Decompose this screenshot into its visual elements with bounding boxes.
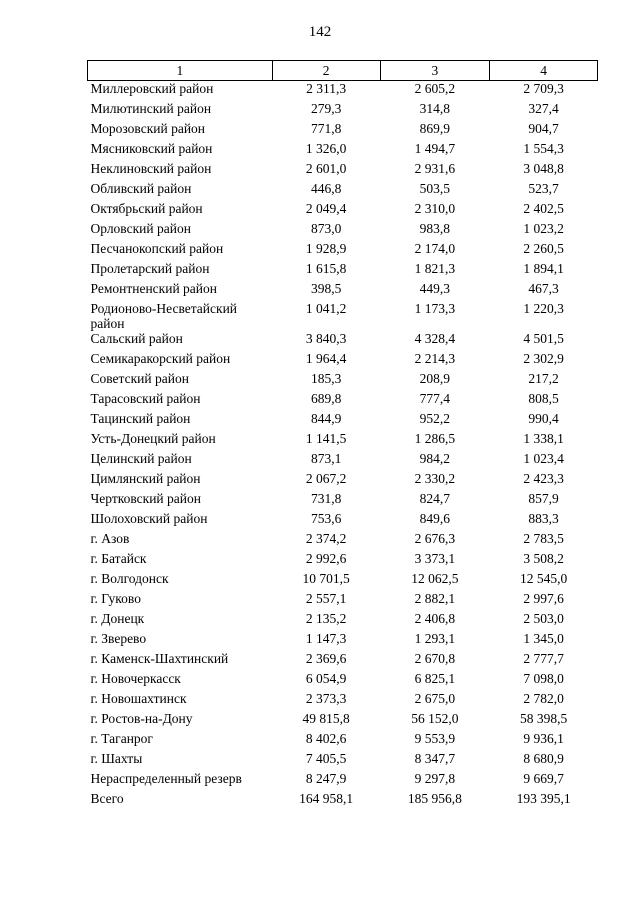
territory-name-cell: г. Батайск xyxy=(90,551,147,566)
value-cell-col2: 1 041,2 xyxy=(305,301,347,316)
table-header xyxy=(88,61,598,81)
value-cell-col2: 689,8 xyxy=(310,391,342,406)
value-cell-col3: 2 310,0 xyxy=(414,201,456,216)
value-cell-col4: 1 220,3 xyxy=(523,301,564,316)
value-cell-col3: 2 882,1 xyxy=(414,591,456,606)
value-cell-col2: 164 958,1 xyxy=(299,791,354,806)
value-cell-col2: 1 147,3 xyxy=(305,631,347,646)
table-row xyxy=(88,221,598,241)
table-row xyxy=(88,391,598,411)
value-cell-col2: 753,6 xyxy=(310,511,342,526)
value-cell-col4: 3 508,2 xyxy=(523,551,564,566)
value-cell-col2: 2 601,0 xyxy=(305,161,347,176)
territory-name-cell: Песчанокопский район xyxy=(90,241,224,256)
territory-name-cell: Мясниковский район xyxy=(90,141,213,156)
territory-name-cell: г. Новочеркасск xyxy=(90,671,181,686)
table-row xyxy=(88,281,598,301)
value-cell-col2: 771,8 xyxy=(310,121,342,136)
territory-name-cell: Тарасовский район xyxy=(90,391,201,406)
value-cell-col3: 1 494,7 xyxy=(414,141,456,156)
value-cell-col2: 3 840,3 xyxy=(305,331,347,346)
value-cell-col4: 904,7 xyxy=(528,121,559,136)
table-row xyxy=(88,771,598,791)
value-cell-col4: 4 501,5 xyxy=(523,331,564,346)
value-cell-col4: 2 777,7 xyxy=(523,651,564,666)
territory-name-cell: г. Донецк xyxy=(90,611,145,626)
territory-name-cell: Октябрьский район xyxy=(90,201,203,216)
value-cell-col4: 1 554,3 xyxy=(523,141,564,156)
territory-name-cell: Милютинский район xyxy=(90,101,212,116)
table-row xyxy=(88,261,598,281)
value-cell-col3: 984,2 xyxy=(419,451,451,466)
value-cell-col2: 1 326,0 xyxy=(305,141,347,156)
table-row xyxy=(88,351,598,371)
value-cell-col4: 217,2 xyxy=(528,371,559,386)
value-cell-col3: 952,2 xyxy=(419,411,451,426)
table-row xyxy=(88,431,598,451)
table-row xyxy=(88,751,598,771)
value-cell-col3: 2 675,0 xyxy=(414,691,456,706)
value-cell-col3: 1 821,3 xyxy=(414,261,456,276)
value-cell-col3: 2 676,3 xyxy=(414,531,456,546)
table-body xyxy=(88,81,598,812)
territory-name-cell: Усть-Донецкий район xyxy=(90,431,216,446)
value-cell-col2: 10 701,5 xyxy=(302,571,350,586)
value-cell-col2: 2 373,3 xyxy=(305,691,347,706)
value-cell-col3: 1 293,1 xyxy=(414,631,456,646)
value-cell-col2: 279,3 xyxy=(310,101,342,116)
territory-name-cell: Родионово-Несветайский район xyxy=(90,301,238,331)
value-cell-col2: 1 141,5 xyxy=(305,431,347,446)
value-cell-col2: 844,9 xyxy=(310,411,342,426)
territory-name-cell: г. Таганрог xyxy=(90,731,153,746)
value-cell-col3: 824,7 xyxy=(419,491,451,506)
table-row xyxy=(88,121,598,141)
table-row xyxy=(88,611,598,631)
value-cell-col3: 9 297,8 xyxy=(414,771,456,786)
value-cell-col3: 2 605,2 xyxy=(414,81,456,96)
territory-name-cell: г. Шахты xyxy=(90,751,143,766)
value-cell-col4: 2 423,3 xyxy=(523,471,564,486)
value-cell-col2: 2 557,1 xyxy=(305,591,347,606)
value-cell-col2: 2 311,3 xyxy=(306,81,347,96)
value-cell-col2: 8 247,9 xyxy=(305,771,347,786)
territory-name-cell: г. Ростов-на-Дону xyxy=(90,711,193,726)
table-row xyxy=(88,571,598,591)
table-row xyxy=(88,731,598,751)
value-cell-col2: 7 405,5 xyxy=(305,751,347,766)
table-row xyxy=(88,631,598,651)
value-cell-col3: 2 330,2 xyxy=(414,471,456,486)
territory-name-cell: Целинский район xyxy=(90,451,192,466)
value-cell-col2: 873,1 xyxy=(310,451,342,466)
table-row xyxy=(88,671,598,691)
value-cell-col3: 869,9 xyxy=(419,121,451,136)
value-cell-col3: 4 328,4 xyxy=(414,331,456,346)
value-cell-col3: 2 931,6 xyxy=(414,161,456,176)
value-cell-col2: 1 964,4 xyxy=(305,351,347,366)
value-cell-col3: 2 174,0 xyxy=(414,241,456,256)
table-row xyxy=(88,651,598,671)
header-row xyxy=(88,61,598,81)
territory-name-cell: г. Зверево xyxy=(90,631,147,646)
value-cell-col4: 883,3 xyxy=(528,511,559,526)
value-cell-col4: 990,4 xyxy=(528,411,559,426)
value-cell-col4: 8 680,9 xyxy=(523,751,564,766)
value-cell-col3: 12 062,5 xyxy=(411,571,459,586)
value-cell-col4: 1 023,4 xyxy=(523,451,564,466)
table-row xyxy=(88,451,598,471)
value-cell-col2: 446,8 xyxy=(310,181,342,196)
value-cell-col3: 1 286,5 xyxy=(414,431,456,446)
value-cell-col4: 2 503,0 xyxy=(523,611,564,626)
table-row xyxy=(88,791,598,811)
territory-name-cell: Ремонтненский район xyxy=(90,281,217,296)
value-cell-col4: 2 402,5 xyxy=(523,201,564,216)
table-row xyxy=(88,141,598,161)
value-cell-col4: 3 048,8 xyxy=(523,161,564,176)
table-row xyxy=(88,331,598,351)
territory-name-cell: Семикаракорский район xyxy=(90,351,231,366)
table-row xyxy=(88,241,598,261)
territory-name-cell: г. Гуково xyxy=(90,591,141,606)
table-row xyxy=(88,551,598,571)
value-cell-col4: 1 338,1 xyxy=(523,431,564,446)
value-cell-col4: 9 669,7 xyxy=(523,771,564,786)
value-cell-col2: 398,5 xyxy=(310,281,342,296)
value-cell-col4: 1 023,2 xyxy=(523,221,564,236)
table-row xyxy=(88,81,598,102)
value-cell-col3: 8 347,7 xyxy=(414,751,456,766)
table-row xyxy=(88,511,598,531)
value-cell-col4: 2 782,0 xyxy=(523,691,564,706)
value-cell-col4: 523,7 xyxy=(528,181,559,196)
value-cell-col4: 467,3 xyxy=(528,281,559,296)
value-cell-col4: 2 997,6 xyxy=(523,591,564,606)
table-row xyxy=(88,711,598,731)
territory-name-cell: Тацинский район xyxy=(90,411,191,426)
territory-name-cell: г. Волгодонск xyxy=(90,571,169,586)
value-cell-col3: 449,3 xyxy=(419,281,451,296)
territory-name-cell: Чертковский район xyxy=(90,491,201,506)
value-cell-col3: 6 825,1 xyxy=(414,671,456,686)
territory-name-cell: Цимлянский район xyxy=(90,471,201,486)
value-cell-col2: 49 815,8 xyxy=(302,711,350,726)
value-cell-col2: 1 928,9 xyxy=(305,241,347,256)
value-cell-col2: 2 369,6 xyxy=(305,651,347,666)
value-cell-col2: 2 049,4 xyxy=(305,201,347,216)
territory-name-cell: Сальский район xyxy=(90,331,183,346)
territory-name-cell: г. Новошахтинск xyxy=(90,691,187,706)
territory-name-cell: Всего xyxy=(90,791,124,806)
column-header-1: 1 xyxy=(88,61,273,81)
table-row xyxy=(88,201,598,221)
page-number: 142 xyxy=(308,24,332,40)
territory-name-cell: г. Азов xyxy=(90,531,130,546)
value-cell-col3: 503,5 xyxy=(419,181,451,196)
value-cell-col2: 2 135,2 xyxy=(305,611,347,626)
value-cell-col4: 2 783,5 xyxy=(523,531,564,546)
value-cell-col4: 1 345,0 xyxy=(523,631,564,646)
value-cell-col4: 58 398,5 xyxy=(519,711,568,726)
value-cell-col3: 9 553,9 xyxy=(414,731,456,746)
value-cell-col4: 857,9 xyxy=(528,491,559,506)
value-cell-col2: 8 402,6 xyxy=(305,731,347,746)
value-cell-col3: 849,6 xyxy=(419,511,451,526)
value-cell-col3: 56 152,0 xyxy=(411,711,459,726)
value-cell-col3: 314,8 xyxy=(419,101,451,116)
column-header-4: 4 xyxy=(490,61,598,81)
value-cell-col4: 193 395,1 xyxy=(516,791,571,806)
value-cell-col3: 983,8 xyxy=(419,221,451,236)
value-cell-col2: 731,8 xyxy=(310,491,342,506)
table-row xyxy=(88,301,598,331)
territory-name-cell: Морозовский район xyxy=(90,121,206,136)
value-cell-col2: 2 067,2 xyxy=(305,471,347,486)
value-cell-col4: 2 302,9 xyxy=(523,351,564,366)
value-cell-col2: 185,3 xyxy=(310,371,342,386)
value-cell-col2: 2 992,6 xyxy=(305,551,347,566)
table-row xyxy=(88,471,598,491)
budget-table xyxy=(87,60,598,811)
territory-name-cell: Неклиновский район xyxy=(90,161,212,176)
value-cell-col3: 2 670,8 xyxy=(414,651,456,666)
territory-name-cell: Пролетарский район xyxy=(90,261,210,276)
table-row xyxy=(88,411,598,431)
value-cell-col4: 12 545,0 xyxy=(519,571,568,586)
column-header-3: 3 xyxy=(380,61,490,81)
value-cell-col2: 2 374,2 xyxy=(305,531,347,546)
table-row xyxy=(88,691,598,711)
value-cell-col3: 208,9 xyxy=(419,371,451,386)
table-row xyxy=(88,161,598,181)
table-row xyxy=(88,491,598,511)
value-cell-col3: 185 956,8 xyxy=(407,791,462,806)
table-row xyxy=(88,591,598,611)
value-cell-col4: 327,4 xyxy=(528,101,559,116)
territory-name-cell: Орловский район xyxy=(90,221,191,236)
territory-name-cell: Советский район xyxy=(90,371,189,386)
value-cell-col4: 7 098,0 xyxy=(523,671,564,686)
value-cell-col2: 1 615,8 xyxy=(305,261,347,276)
value-cell-col3: 2 214,3 xyxy=(414,351,456,366)
table-row xyxy=(88,371,598,391)
territory-name-cell: Миллеровский район xyxy=(90,81,214,96)
column-header-2: 2 xyxy=(272,61,380,81)
value-cell-col4: 808,5 xyxy=(528,391,559,406)
table-row xyxy=(88,101,598,121)
table-row xyxy=(88,181,598,201)
value-cell-col3: 1 173,3 xyxy=(414,301,456,316)
territory-name-cell: Шолоховский район xyxy=(90,511,208,526)
value-cell-col3: 777,4 xyxy=(419,391,451,406)
value-cell-col3: 2 406,8 xyxy=(414,611,456,626)
value-cell-col4: 9 936,1 xyxy=(523,731,564,746)
value-cell-col4: 2 709,3 xyxy=(523,81,564,96)
value-cell-col3: 3 373,1 xyxy=(414,551,456,566)
table-row xyxy=(88,531,598,551)
value-cell-col4: 1 894,1 xyxy=(523,261,564,276)
territory-name-cell: г. Каменск-Шахтинский xyxy=(90,651,229,666)
value-cell-col2: 6 054,9 xyxy=(305,671,347,686)
value-cell-col2: 873,0 xyxy=(310,221,342,236)
value-cell-col4: 2 260,5 xyxy=(523,241,564,256)
territory-name-cell: Обливский район xyxy=(90,181,192,196)
territory-name-cell: Нераспределенный резерв xyxy=(90,771,242,786)
